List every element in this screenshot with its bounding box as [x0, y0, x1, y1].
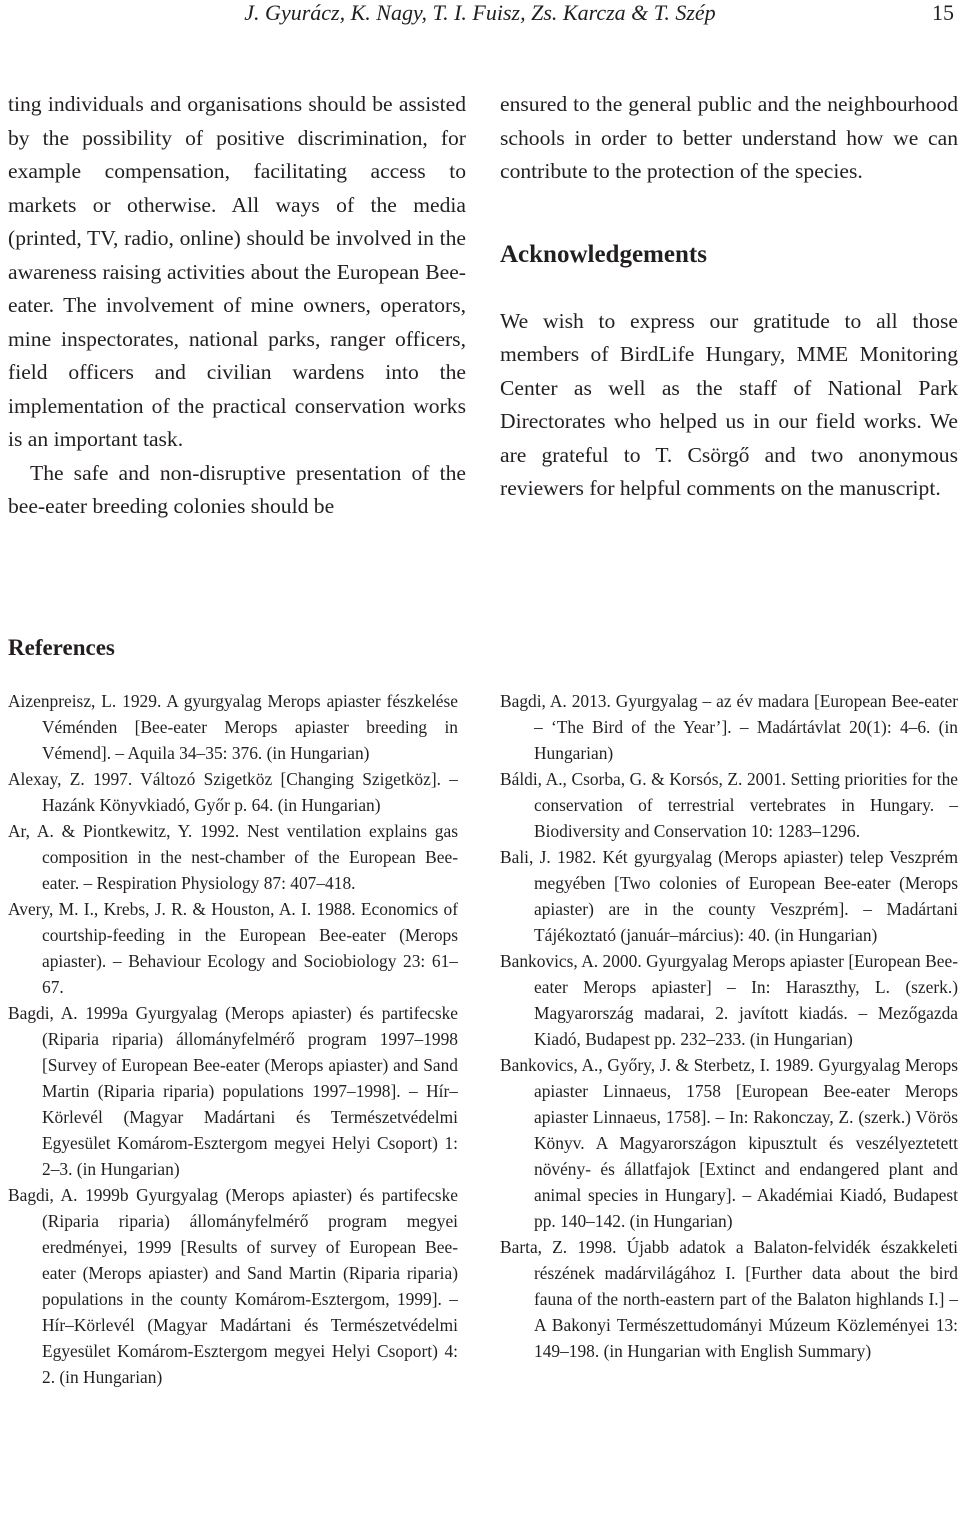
- reference-item: Bali, J. 1982. Két gyurgyalag (Merops apiaster) telep Veszprém megyében [Two colonies of European Bee-eater (Merops apiaster) are in the county Veszprém]. – Madártani Tájékoztató (január–március): 40. (in Hungarian): [500, 847, 958, 945]
- reference-item: Avery, M. I., Krebs, J. R. & Houston, A. I. 1988. Economics of courtship-feeding in the European Bee-eater (Merops apiaster). – Behaviour Ecology and Sociobiology 23: 61–67.: [8, 899, 458, 997]
- reference-item: Bagdi, A. 2013. Gyurgyalag – az év madara [European Bee-eater – ‘The Bird of the Year’]. – Madártávlat 20(1): 4–6. (in Hungarian): [500, 691, 958, 763]
- reference-item: Bagdi, A. 1999a Gyurgyalag (Merops apiaster) és partifecske (Riparia riparia) állományfelmérő program 1997–1998 [Survey of European Bee-eater (Merops apiaster) and Sand Martin (Riparia riparia) populations 1997–1998]. – Hír–Körlevél (Magyar Madártani és Természetvédelmi Egyesület Komárom-Esztergom megyei Helyi Csoport) 1: 2–3. (in Hungarian): [8, 1003, 458, 1179]
- reference-item: Aizenpreisz, L. 1929. A gyurgyalag Merops apiaster fészkelése Véménden [Bee-eater Merops apiaster breeding in Vémend]. – Aquila 34–35: 376. (in Hungarian): [8, 691, 458, 763]
- reference-item: Ar, A. & Piontkewitz, Y. 1992. Nest ventilation explains gas composition in the nest-chamber of the European Bee-eater. – Respiration Physiology 87: 407–418.: [8, 821, 458, 893]
- body-paragraph: The safe and non-disruptive presentation of the bee-eater breeding colonies should be: [8, 460, 466, 518]
- running-head-authors: J. Gyurácz, K. Nagy, T. I. Fuisz, Zs. Karcza & T. Szép: [244, 0, 716, 25]
- body-paragraph: ting individuals and organisations should be assisted by the possibility of positive discrimination, for example compensation, facilitating access to markets or otherwise. All ways of the media (printed, TV, radio, online) should be involved in the awareness raising activities about the European Bee-eater. The involvement of mine owners, operators, mine inspectorates, national parks, ranger officers, field officers and civilian wardens into the implementation of the practical conservation works is an important task.: [8, 92, 466, 451]
- body-paragraph: ensured to the general public and the neighbourhood schools in order to better understand how we can contribute to the protection of the species.: [500, 92, 958, 183]
- references-column-right: [500, 688, 958, 1364]
- reference-item: Bankovics, A. 2000. Gyurgyalag Merops apiaster [European Bee-eater Merops apiaster] – In: Haraszthy, L. (szerk.) Magyarország madarai, 2. javított kiadás. – Mezőgazda Kiadó, Budapest pp. 232–233. (in Hungarian): [500, 951, 958, 1049]
- reference-item: Bagdi, A. 1999b Gyurgyalag (Merops apiaster) és partifecske (Riparia riparia) állományfelmérő program megyei eredményei, 1999 [Results of survey of European Bee-eater (Merops apiaster) and Sand Martin (Riparia riparia) populations in the county Komárom-Esztergom, 1999]. – Hír–Körlevél (Magyar Madártani és Természetvédelmi Egyesület Komárom-Esztergom megyei Helyi Csoport) 4: 2. (in Hungarian): [8, 1185, 458, 1387]
- acknowledgements-heading: Acknowledgements: [500, 240, 707, 268]
- reference-item: Bankovics, A., Győry, J. & Sterbetz, I. 1989. Gyurgyalag Merops apiaster Linnaeus, 1758 [European Bee-eater Merops apiaster Linnaeus, 1758]. – In: Rakonczay, Z. (szerk.) Vörös Könyv. A Magyarországon kipusztult és veszélyeztetett növény- és állatfajok [Extinct and endangered plant and animal species in Hungary]. – Akadémiai Kiadó, Budapest pp. 140–142. (in Hungarian): [500, 1055, 958, 1231]
- running-header: [0, 0, 960, 36]
- reference-item: Alexay, Z. 1997. Változó Szigetköz [Changing Szigetköz]. – Hazánk Könyvkiadó, Győr p. 64. (in Hungarian): [8, 769, 458, 815]
- page-number: 15: [932, 0, 954, 25]
- reference-item: Barta, Z. 1998. Újabb adatok a Balaton-felvidék északkeleti részének madárvilágához I. [Further data about the bird fauna of the north-eastern part of the Balaton highlands I.] – A Bakonyi Természettudományi Múzeum Közleményei 13: 149–198. (in Hungarian with English Summary): [500, 1237, 958, 1361]
- body-column-left: [8, 88, 466, 524]
- references-heading: References: [8, 635, 115, 660]
- body-column-right: [500, 88, 958, 506]
- references-column-left: [8, 688, 458, 1390]
- reference-item: Báldi, A., Csorba, G. & Korsós, Z. 2001. Setting priorities for the conservation of terrestrial vertebrates in Hungary. – Biodiversity and Conservation 10: 1283–1296.: [500, 769, 958, 841]
- acknowledgements-text: We wish to express our gratitude to all those members of BirdLife Hungary, MME Monitoring Center as well as the staff of National Park Directorates who helped us in our field works. We are grateful to T. Csörgő and two anonymous reviewers for helpful comments on the manuscript.: [500, 308, 958, 500]
